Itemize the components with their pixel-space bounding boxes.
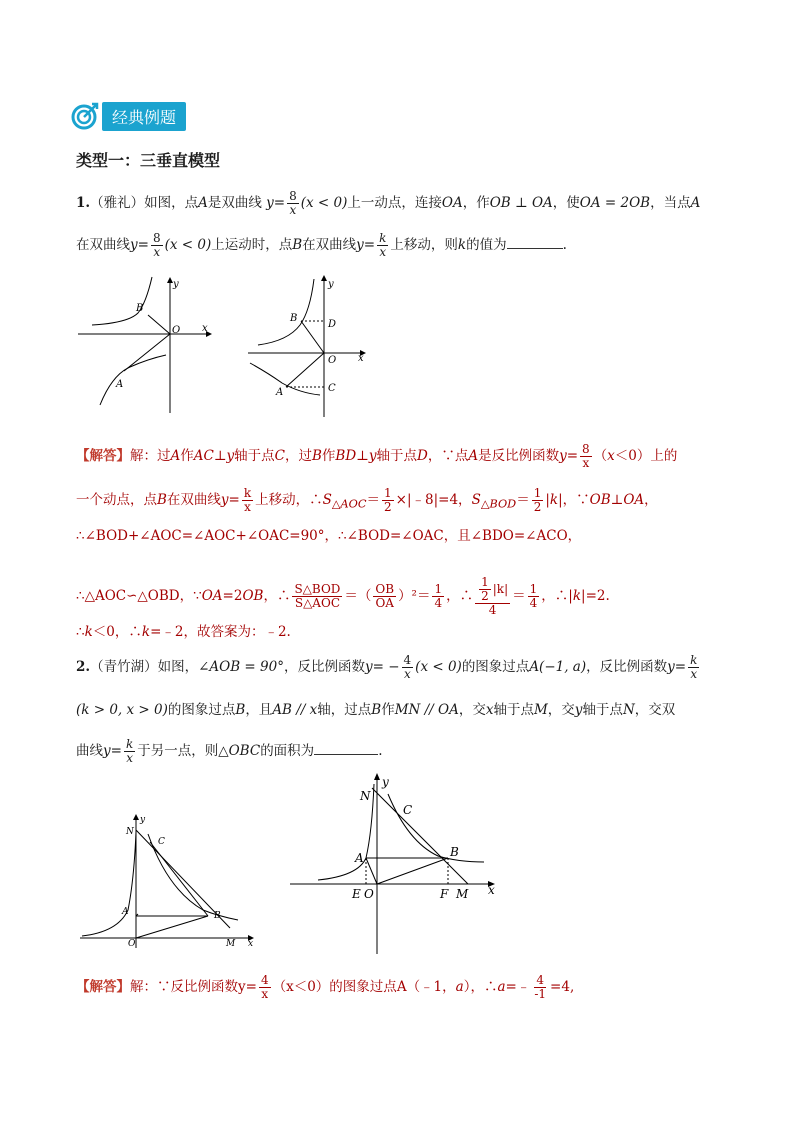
label-y: y [328, 279, 334, 290]
label-B: B [290, 313, 298, 324]
solution1-line3: ∴∠BOD+∠AOC=∠AOC+∠OAC=90°，∴∠BOD=∠OAC，且∠BDO=∠ACO， [76, 528, 582, 544]
label-O: O [128, 939, 136, 949]
label-y: y [173, 279, 179, 290]
label-C: C [328, 383, 336, 394]
label-B: B [136, 303, 144, 314]
label-B: B [214, 911, 221, 921]
problem1-line1: 1.（雅礼）如图，点A是双曲线 y= $\frac{8}{x}$ (x < 0)上一动点，连接OA，作OB ⊥ OA，使OA = 2OB，当点A [76, 189, 701, 217]
figure2 [248, 275, 373, 420]
problem2-line1: 2.（青竹湖）如图，∠AOB = 90°，反比例函数y= − $\frac{4}{x}$ (x < 0)的图象过点A(−1, a)，反比例函数y= $\frac{k}{x}$ [76, 653, 698, 681]
label-x: x [358, 353, 364, 364]
answer-blank [314, 742, 378, 755]
label-M: M [456, 887, 469, 901]
answer-blank [507, 236, 563, 249]
label-O: O [172, 325, 181, 336]
label-x: x [202, 323, 208, 334]
figure3 [78, 810, 263, 950]
section-badge [70, 100, 186, 132]
solution1-line1: 【解答】解：过A作AC⊥y轴于点C，过B作BD⊥y轴于点D，∵点A是反比例函数y= $\frac{8}{x}$ （x＜0）上的 [76, 442, 678, 470]
label-M: M [226, 939, 236, 949]
solution2-line1: 【解答】解：∵反比例函数y= $\frac{4}{x}$ （x＜0）的图象过点A（﹣1，a），∴a=﹣ $\frac{4}{-1}$ =4, [76, 973, 575, 1001]
solution1-line2: 一个动点，点B在双曲线y= $\frac{k}{x}$ 上移动，$\therefore S_{\triangle AOC}=$ $\frac{1}{2}$ ×|﹣8|=4，$S_{\triangle BOD}=$ $\frac{1}{2}$ |k|，∵OB⊥OA， [76, 486, 658, 514]
solution1-line4: ∴△AOC∽△OBD，∵OA=2OB，∴ $\frac{\text{S△BOD}}{\text{S△AOC}}$ ＝（ $\frac{OB}{OA}$ ）²＝ $\frac{1}{4}$ ，∴ $\frac{1}{2}$ |k| 4 ＝ $\frac{1}{4}$ ，∴|k|=2. [76, 575, 610, 617]
label-y: y [140, 815, 146, 825]
figure4 [288, 772, 503, 957]
solution1-line5: ∴k＜0，∴k=﹣2，故答案为：﹣2. [76, 624, 291, 640]
label-A: A [355, 851, 364, 865]
problem2-line2: (k > 0, x > 0)的图象过点B，且AB // x轴，过点B作MN // OA，交x轴于点M，交y轴于点N，交双 [76, 702, 676, 718]
label-F: F [440, 887, 449, 901]
label-E: E [352, 887, 361, 901]
label-D: D [328, 319, 337, 330]
figure1 [78, 275, 213, 415]
problem2-line3: 曲线y= $\frac{k}{x}$ 于另一点，则△OBC的面积为 . [76, 737, 383, 765]
label-C: C [158, 837, 165, 847]
label-O: O [328, 355, 337, 366]
label-N: N [126, 827, 134, 837]
problem1-line2: 在双曲线y= $\frac{8}{x}$ (x < 0)上运动时，点B在双曲线y= $\frac{k}{x}$ 上移动，则k的值为 . [76, 231, 567, 259]
label-C: C [403, 803, 413, 817]
label-N: N [360, 789, 371, 803]
label-O: O [364, 887, 374, 901]
label-x: x [488, 883, 495, 897]
label-y: y [382, 775, 389, 789]
label-x: x [248, 939, 254, 949]
label-A: A [116, 379, 124, 390]
fraction: $\frac{8}{x}$ [289, 189, 297, 217]
target-icon [70, 100, 100, 132]
label-B: B [450, 845, 459, 859]
label-A: A [122, 907, 129, 917]
label-A: A [276, 387, 284, 398]
section-title: 类型一：三垂直模型 [76, 151, 221, 170]
badge-label: 经典例题 [102, 102, 186, 131]
